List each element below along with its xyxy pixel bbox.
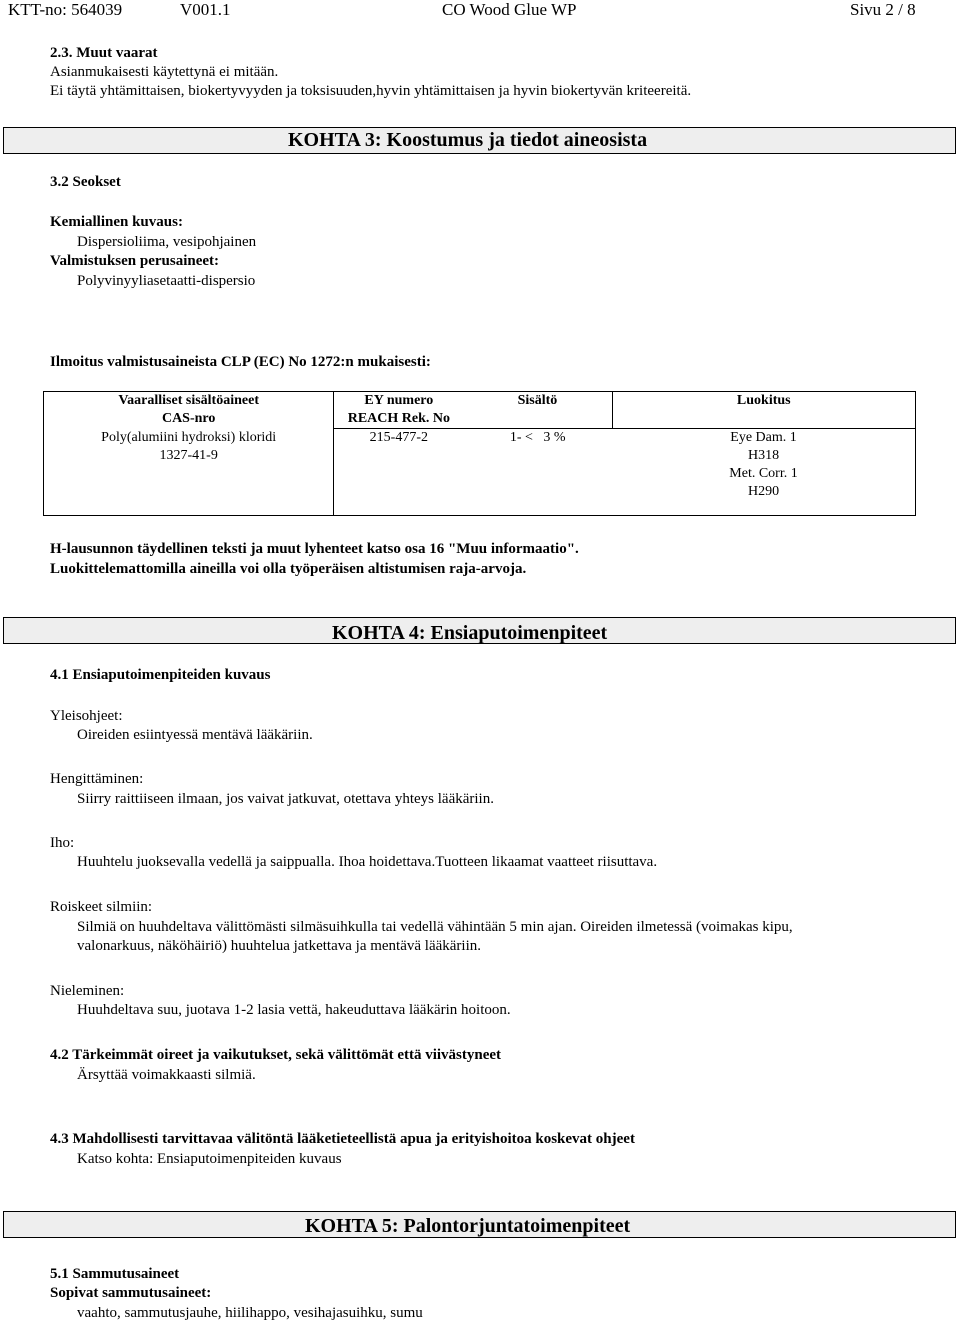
chemical-description-value: Dispersioliima, vesipohjainen xyxy=(77,234,257,250)
page-header xyxy=(8,0,952,22)
skin-label: Iho: xyxy=(50,835,75,851)
section-2-3-line2: Ei täytä yhtämittaisen, biokertyvyyden ja toksisuuden,hyvin yhtämittaisen ja hyvin biokertyvän kriteereitä. xyxy=(50,83,692,99)
clp-heading: Ilmoitus valmistusaineista CLP (EC) No 1272:n mukaisesti: xyxy=(50,354,431,370)
ingestion-label: Nieleminen: xyxy=(50,983,125,999)
base-materials-value: Polyvinyyliasetaatti-dispersio xyxy=(77,273,256,289)
col-header-content xyxy=(463,392,612,429)
eye-text-line2: valonarkuus, näköhäiriö) huuhtelua jatkettava ja mentävä lääkäriin. xyxy=(77,938,482,954)
page-number: Sivu 2 / 8 xyxy=(850,0,916,19)
cell-content xyxy=(463,429,612,516)
col-header-components-label: Vaaralliset sisältöaineet xyxy=(118,393,259,408)
eye-label: Roiskeet silmiin: xyxy=(50,899,153,915)
general-text: Oireiden esiintyessä mentävä lääkäriin. xyxy=(77,727,313,743)
col-header-reach-label: REACH Rek. No xyxy=(347,411,450,426)
section-4-title: KOHTA 4: Ensiaputoimenpiteet xyxy=(332,622,608,644)
col-header-ec xyxy=(334,392,464,429)
note-exposure-limits: Luokittelemattomilla aineilla voi olla työperäisen altistumisen raja-arvoja. xyxy=(50,561,527,577)
chemical-description-label: Kemiallinen kuvaus: xyxy=(50,214,183,230)
product-name: CO Wood Glue WP xyxy=(442,0,577,19)
suitable-media-text: vaahto, sammutusjauhe, hiilihappo, vesihajasuihku, sumu xyxy=(77,1305,423,1321)
inhalation-text: Siirry raittiiseen ilmaan, jos vaivat jatkuvat, otettava yhteys lääkäriin. xyxy=(77,791,494,807)
component-ec: 215-477-2 xyxy=(369,430,428,445)
section-4-2-text: Ärsyttää voimakkaasti silmiä. xyxy=(77,1067,256,1083)
section-4-3-heading: 4.3 Mahdollisesti tarvittavaa välitöntä lääketieteellistä apua ja erityishoitoa koskevat ohjeet xyxy=(50,1131,635,1147)
section-4-1-heading: 4.1 Ensiaputoimenpiteiden kuvaus xyxy=(50,667,271,683)
component-content: 1- < 3 % xyxy=(509,430,566,445)
cell-component xyxy=(44,429,334,516)
col-header-components xyxy=(44,392,334,429)
col-header-cas-label: CAS-nro xyxy=(161,411,216,426)
section-2-3-line1: Asianmukaisesti käytettynä ei mitään. xyxy=(50,64,279,80)
skin-text: Huuhtelu juoksevalla vedellä ja saippualla. Ihoa hoidettava.Tuotteen likaamat vaatteet riisuttava. xyxy=(77,854,658,870)
col-header-ec-label: EY numero xyxy=(364,393,434,408)
component-cas: 1327-41-9 xyxy=(159,447,218,463)
note-h-statements: H-lausunnon täydellinen teksti ja muut lyhenteet katso osa 16 "Muu informaatio". xyxy=(50,541,579,557)
section-5-title: KOHTA 5: Palontorjuntatoimenpiteet xyxy=(305,1215,631,1237)
general-label: Yleisohjeet: xyxy=(50,708,123,724)
col-header-classification-label: Luokitus xyxy=(736,393,791,408)
inhalation-label: Hengittäminen: xyxy=(50,771,144,787)
section-3-2-heading: 3.2 Seokset xyxy=(50,174,121,190)
col-header-content-label: Sisältö xyxy=(517,393,558,408)
version: V001.1 xyxy=(180,0,231,19)
cell-ec xyxy=(334,429,464,516)
classification-3: Met. Corr. 1 xyxy=(729,466,798,481)
classification-1: Eye Dam. 1 xyxy=(730,430,797,445)
section-4-3-text: Katso kohta: Ensiaputoimenpiteiden kuvaus xyxy=(77,1151,342,1167)
ktt-number: KTT-no: 564039 xyxy=(8,0,123,19)
component-name: Poly(alumiini hydroksi) kloridi xyxy=(101,429,277,445)
col-header-classification xyxy=(612,392,915,429)
eye-text-line1: Silmiä on huuhdeltava välittömästi silmäsuihkulla tai vedellä vähintään 5 min ajan. Oireiden ilmetessä (voimakas kipu, xyxy=(77,919,793,935)
base-materials-label: Valmistuksen perusaineet: xyxy=(50,253,220,269)
suitable-media-label: Sopivat sammutusaineet: xyxy=(50,1285,212,1301)
classification-4: H290 xyxy=(747,484,780,499)
ingestion-text: Huuhdeltava suu, juotava 1-2 lasia vettä, hakeuduttava lääkärin hoitoon. xyxy=(77,1002,511,1018)
cell-classification xyxy=(612,429,915,516)
classification-2: H318 xyxy=(747,448,780,463)
section-5-1-heading: 5.1 Sammutusaineet xyxy=(50,1266,180,1282)
section-4-2-heading: 4.2 Tärkeimmät oireet ja vaikutukset, sekä välittömät että viivästyneet xyxy=(50,1047,502,1063)
table-row xyxy=(44,429,916,516)
hazardous-components-table xyxy=(43,391,916,516)
section-3-title: KOHTA 3: Koostumus ja tiedot aineosista xyxy=(288,129,648,151)
section-2-3-heading: 2.3. Muut vaarat xyxy=(50,45,158,61)
